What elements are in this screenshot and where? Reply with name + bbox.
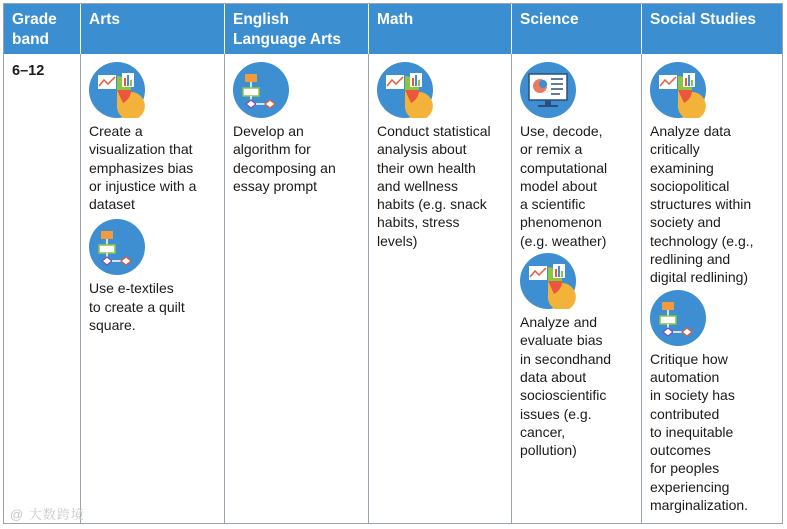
computer-model-icon [520, 62, 576, 118]
watermark: @ 大数跨境 [10, 507, 85, 522]
social-text-1-line: structures within [650, 196, 752, 213]
science-column [512, 54, 642, 523]
header-grade-line1: Grade [12, 11, 57, 28]
header-ela-line2: Language Arts [233, 31, 341, 48]
social-text-2-line: automation [650, 368, 720, 385]
social-text-1-line: society and [650, 214, 721, 231]
math-text-line: their own health [377, 159, 476, 176]
science-text-2-line: evaluate bias [520, 332, 603, 349]
arts-text-2-line: square. [89, 317, 136, 334]
arts-text-1-line: Create a [89, 123, 143, 139]
math-column [369, 54, 512, 523]
data-visualization-icon [520, 253, 576, 309]
science-text-2-line: socioscientific [520, 387, 607, 404]
science-text-2-line: pollution) [520, 442, 577, 459]
header-math-label: Math [377, 11, 414, 28]
social-text-1-line: examining [650, 159, 714, 176]
header-social-label: Social Studies [650, 11, 756, 28]
science-text-2-line: issues (e.g. [520, 405, 592, 422]
science-text-2-line: data about [520, 368, 587, 385]
arts-text-1-line: dataset [89, 196, 135, 213]
ela-text-line: Develop an [233, 123, 304, 139]
math-text-line: habits (e.g. snack [377, 196, 487, 213]
science-text-1-line: computational [520, 159, 608, 176]
social-text-2-line: for peoples [650, 460, 720, 477]
science-text-2-line: in secondhand [520, 350, 612, 367]
header-science-label: Science [520, 11, 579, 28]
flowchart-icon [650, 290, 706, 346]
science-text-1-line: Use, decode, [520, 123, 603, 139]
social-text-2-line: outcomes [650, 442, 711, 459]
social-text-2-line: Critique how [650, 350, 728, 367]
math-text-line: Conduct statistical [377, 123, 491, 139]
science-text-1-line: a scientific [520, 196, 586, 213]
header-arts-label: Arts [89, 11, 121, 28]
header-ela-line1: English [233, 11, 289, 28]
ela-text-line: essay prompt [233, 177, 318, 194]
header-arts [81, 4, 225, 54]
ela-text-line: decomposing an [233, 159, 336, 176]
social-text-2-line: contributed [650, 405, 720, 422]
header-social-studies [642, 4, 782, 54]
data-visualization-icon [89, 62, 145, 118]
math-text-line: and wellness [377, 177, 458, 194]
social-text-1-line: redlining and [650, 251, 731, 268]
grade-column [4, 54, 81, 523]
social-text-2-line: to inequitable [650, 423, 734, 440]
social-text-1-line: sociopolitical [650, 177, 730, 194]
arts-column [81, 54, 225, 523]
header-math [369, 4, 512, 54]
science-text-2-line: cancer, [520, 423, 566, 440]
science-text-2-line: Analyze and [520, 314, 598, 331]
social-text-1-line: Analyze data [650, 123, 731, 139]
math-text-line: levels) [377, 232, 418, 249]
ela-text-line: algorithm for [233, 141, 311, 158]
science-text-1-line: phenomenon [520, 214, 602, 231]
arts-text-1-line: visualization that [89, 141, 193, 158]
social-text-2-line: experiencing [650, 478, 730, 495]
grade-band-value: 6–12 [12, 63, 45, 79]
social-text-2-line: marginalization. [650, 497, 749, 514]
arts-text-2-line: to create a quilt [89, 298, 185, 315]
flowchart-icon [89, 219, 145, 275]
arts-text-1-line: emphasizes bias [89, 159, 194, 176]
math-text-line: analysis about [377, 141, 467, 158]
header-ela [225, 4, 369, 54]
math-text-line: habits, stress [377, 214, 460, 231]
arts-text-2-line: Use e-textiles [89, 280, 174, 297]
social-text-1-line: digital redlining) [650, 269, 749, 286]
curriculum-table [3, 3, 783, 524]
header-grade-line2: band [12, 31, 50, 48]
flowchart-icon [233, 62, 289, 118]
data-visualization-icon [377, 62, 433, 118]
social-studies-column [642, 54, 782, 523]
social-text-2-line: in society has [650, 387, 735, 404]
social-text-1-line: technology (e.g., [650, 232, 754, 249]
ela-column [225, 54, 369, 523]
science-text-1-line: (e.g. weather) [520, 232, 607, 249]
header-science [512, 4, 642, 54]
arts-text-1-line: or injustice with a [89, 177, 197, 194]
header-grade-band [4, 4, 81, 54]
social-text-1-line: critically [650, 141, 700, 158]
science-text-1-line: or remix a [520, 141, 583, 158]
science-text-1-line: model about [520, 177, 598, 194]
data-visualization-icon [650, 62, 706, 118]
